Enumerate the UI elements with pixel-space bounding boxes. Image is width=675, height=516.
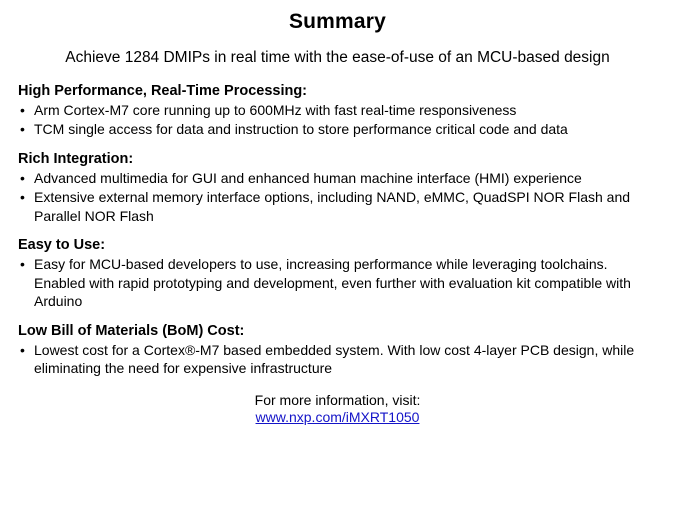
list-item: • Extensive external memory interface options, including NAND, eMMC, QuadSPI NOR Flash and Parallel NOR Flash xyxy=(18,188,657,225)
bullet-list xyxy=(18,169,657,225)
footer xyxy=(18,392,657,425)
section-high-performance xyxy=(18,83,657,139)
section-low-bom-cost xyxy=(18,323,657,378)
list-item: • TCM single access for data and instruction to store performance critical code and data xyxy=(18,120,657,138)
section-heading: Low Bill of Materials (BoM) Cost: xyxy=(18,322,245,339)
section-heading: Easy to Use: xyxy=(18,237,106,254)
section-easy-to-use xyxy=(18,237,657,310)
list-item: • Lowest cost for a Cortex®-M7 based embedded system. With low cost 4-layer PCB design, while eliminating the need for expensive infrastructure xyxy=(18,341,657,378)
section-heading: High Performance, Real-Time Processing: xyxy=(18,82,308,99)
footer-text: For more information, visit: xyxy=(254,391,421,408)
bullet-list xyxy=(18,101,657,139)
bullet-list xyxy=(18,255,657,310)
list-item: • Advanced multimedia for GUI and enhanced human machine interface (HMI) experience xyxy=(18,169,657,187)
list-item: • Arm Cortex-M7 core running up to 600MHz with fast real-time responsiveness xyxy=(18,101,657,119)
section-rich-integration xyxy=(18,151,657,225)
slide-body xyxy=(18,83,657,425)
bullet-list xyxy=(18,341,657,378)
list-item: • Easy for MCU-based developers to use, increasing performance while leveraging toolchains. Enabled with rapid prototyping and development, even further with evaluation kit compatible with Arduino xyxy=(18,255,657,310)
slide-subtitle: Achieve 1284 DMIPs in real time with the ease-of-use of an MCU-based design xyxy=(65,49,610,66)
slide xyxy=(0,10,675,516)
page-title: Summary xyxy=(288,10,387,33)
more-information-link[interactable]: www.nxp.com/iMXRT1050 xyxy=(255,408,420,425)
section-heading: Rich Integration: xyxy=(18,150,134,167)
